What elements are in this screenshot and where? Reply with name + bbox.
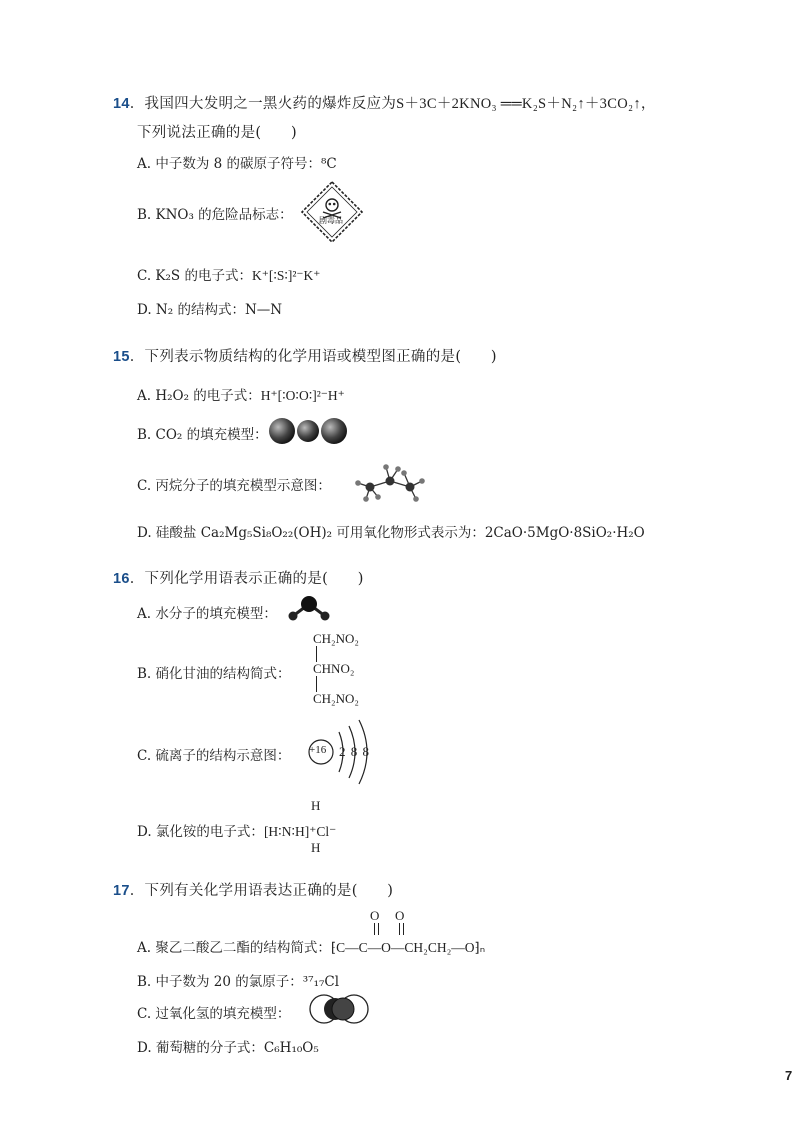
ester-carbonyl-o-right: O [395,908,405,923]
question-text: ．我国四大发明之一黑火药的爆炸反应为 [129,96,397,112]
option-text: C. K₂S 的电子式： [137,268,252,284]
question-17-stem [113,879,393,900]
formula-top-h: H [311,798,321,813]
electron-formula: K⁺[∶S∶]²⁻K⁺ [251,268,321,283]
question-text: ．下列表示物质结构的化学用语或模型图正确的是( ) [129,349,497,365]
q16-option-a [137,602,277,622]
toxic-hazard-sign-icon [300,180,364,244]
q15-option-c [137,474,331,494]
option-text: A. H₂O₂ 的电子式： [137,388,261,404]
structure-line: CH₂NO₂ [313,631,359,646]
electron-formula: H⁺[∶O∶O∶]²⁻H⁺ [260,388,345,403]
reaction-equation: S＋3C＋2KNO₃ ══K₂S＋N₂↑＋3CO₂↑， [396,96,656,112]
q16-option-d [137,820,336,840]
q15-option-d: D. 硅酸盐 Ca₂Mg₅Si₈O₂₂(OH)₂ 可用氧化物形式表示为：2CaO·5MgO·8SiO₂·H₂O [137,525,645,541]
q17-option-b: B. 中子数为 20 的氯原子：³⁷₁₇Cl [137,974,340,990]
question-text: 下列说法正确的是( ) [137,125,297,141]
polymer-formula: ⁅C—C—O—CH₂CH₂—O⁆ₙ [330,940,486,955]
option-text: A. 聚乙二酸乙二酯的结构简式： [137,940,331,956]
page-number: 7 [785,1068,793,1083]
question-15-stem [113,345,497,366]
q14-option-b [137,203,293,223]
q16-option-c [137,744,290,764]
q16-option-b [137,662,291,682]
question-number: 14 [113,96,130,112]
option-text: B. CO₂ 的填充模型： [137,427,268,443]
electron-formula: [H∶N∶H]⁺Cl⁻ [263,824,337,839]
option-text: C. 过氧化氢的填充模型： [137,1006,291,1022]
question-16-stem [113,567,364,588]
question-number: 15 [113,349,130,365]
question-text: ．下列化学用语表示正确的是( ) [129,571,364,587]
h2o2-space-filling-model-icon [308,992,370,1026]
propane-model-icon [352,459,432,505]
water-space-filling-model-icon [285,594,333,622]
q17-option-c [137,1002,290,1022]
question-14-stem-line2 [137,121,297,142]
option-text: B. 硝化甘油的结构简式： [137,666,291,682]
q17-option-d: D. 葡萄糖的分子式：C₆H₁₀O₅ [137,1040,319,1056]
question-14-stem [113,92,656,113]
double-bond-left [374,923,379,935]
q15-option-a [137,384,345,404]
electron-shells: 2 8 8 [339,744,369,759]
question-number: 16 [113,571,130,587]
option-text: C. 硫离子的结构示意图： [137,748,291,764]
option-text: B. KNO₃ 的危险品标志： [137,207,293,223]
q17-option-a [137,936,485,956]
structure-line: CHNO₂ [313,661,355,676]
option-text: D. 氯化铵的电子式： [137,824,264,840]
double-bond-right [399,923,404,935]
option-text: A. 水分子的填充模型： [137,606,277,622]
nucleus-charge: +16 [309,744,327,756]
structure-line: CH₂NO₂ [313,691,359,706]
question-number: 17 [113,883,130,899]
hazard-sign-label: 剧毒品 [319,216,343,225]
co2-space-filling-model-icon [268,416,348,446]
q14-option-d: D. N₂ 的结构式：N—N [137,302,283,318]
question-text: ．下列有关化学用语表达正确的是( ) [129,883,394,899]
q14-option-c [137,264,320,284]
formula-bottom-h: H [311,840,321,855]
q14-option-a: A. 中子数为 8 的碳原子符号：⁸C [137,156,337,172]
ester-carbonyl-o-left: O [370,908,380,923]
nitroglycerin-structure [313,632,359,706]
option-text: C. 丙烷分子的填充模型示意图： [137,478,331,494]
q15-option-b [137,423,268,443]
